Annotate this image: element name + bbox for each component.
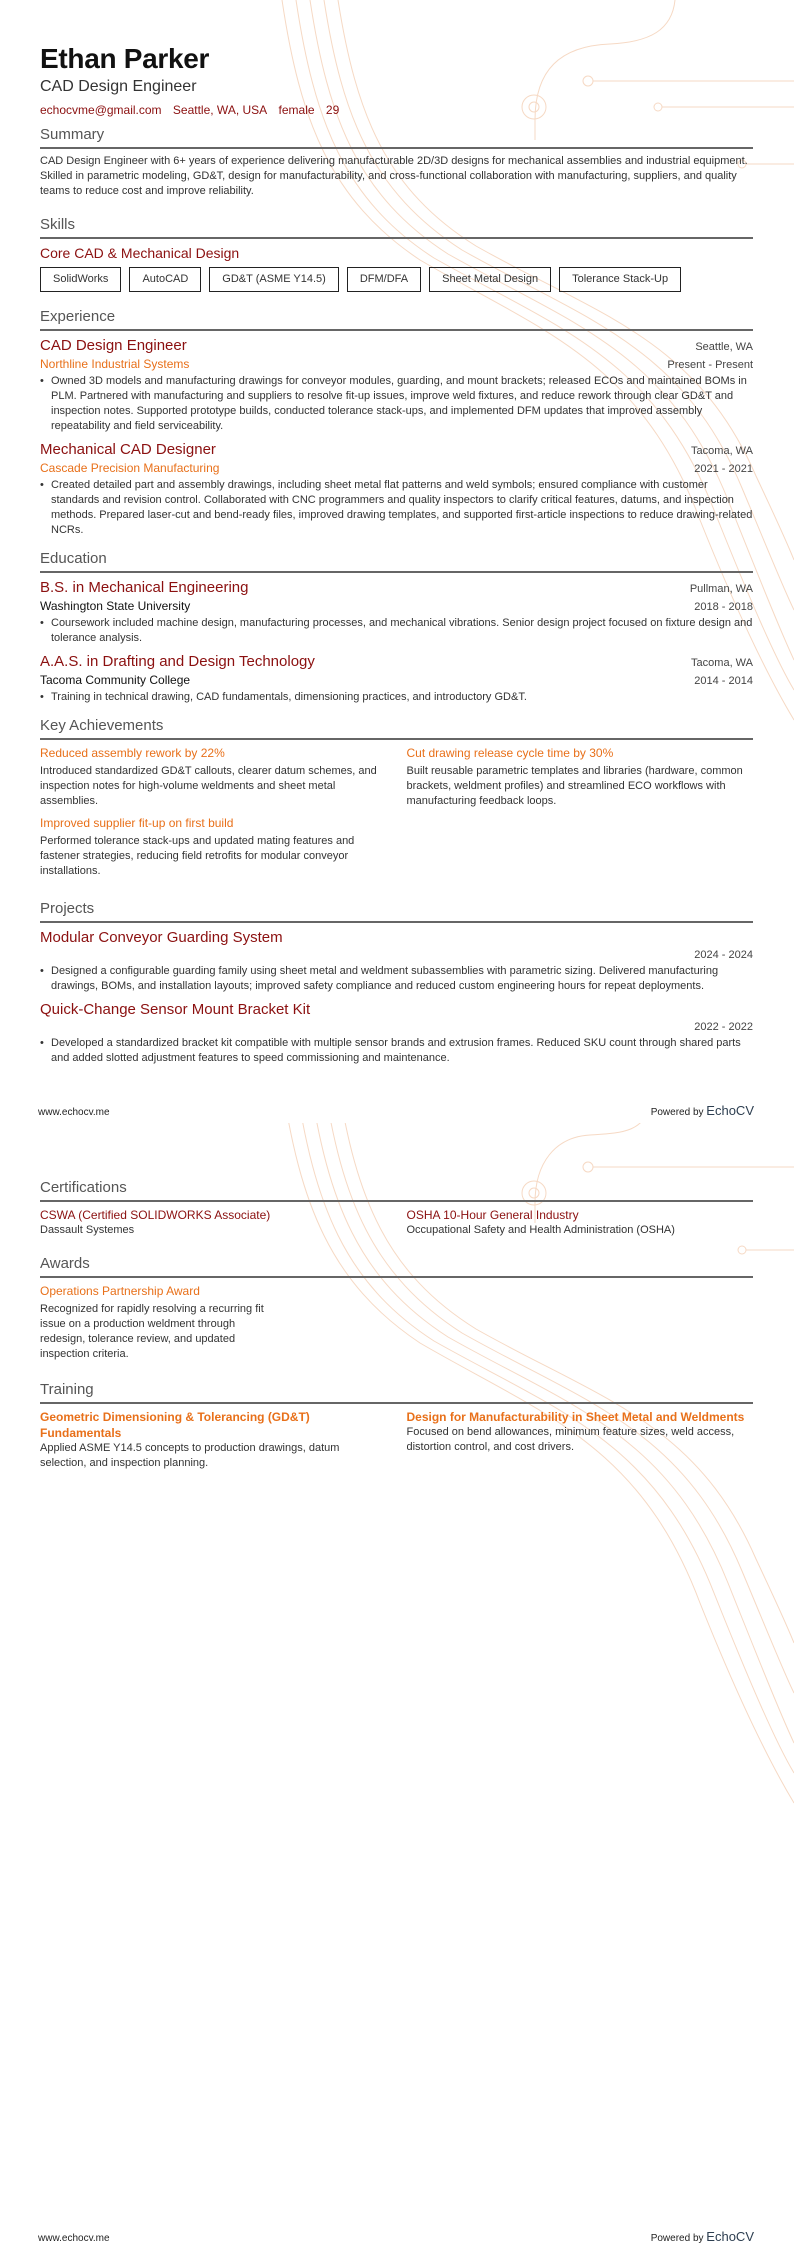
project-entry: [40, 928, 753, 994]
certification-name: OSHA 10-Hour General Industry: [406, 1208, 579, 1222]
degree: B.S. in Mechanical Engineering: [40, 579, 249, 596]
certification-issuer: Occupational Safety and Health Administration (OSHA): [406, 1224, 675, 1236]
section-divider: [40, 738, 753, 740]
school-location: Pullman, WA: [689, 583, 753, 595]
achievement-item: [40, 745, 387, 809]
education-entry: [40, 578, 753, 646]
project-bullet: • Developed a standardized bracket kit compatible with multiple sensor brands and extrusion frames. Reduced SKU count through shared parts and added slotted adjustment features to speed commissioning and maintenance.: [40, 1036, 753, 1066]
certification-item: [40, 1207, 387, 1238]
award-text: Recognized for rapidly resolving a recurring fit issue on a production weldment through redesign, tolerance review, and updated inspection criteria.: [40, 1303, 264, 1360]
project-bullet: • Designed a configurable guarding family using sheet metal and weldment subassemblies with parametric sizing. Delivered manufacturing drawings, BOMs, and installation layouts; improved safety compliance and reduced custom engineering hours for repeat deployments.: [40, 964, 753, 994]
education-dates: 2018 - 2018: [694, 601, 753, 613]
section-heading: Skills: [40, 216, 76, 233]
skill-tag: AutoCAD: [129, 267, 201, 292]
education-section: [40, 550, 753, 711]
experience-entry: [40, 336, 753, 434]
section-divider: [40, 571, 753, 573]
training-text: Focused on bend allowances, minimum feature sizes, weld access, distortion control, and cost drivers.: [406, 1426, 735, 1453]
education-bullet: • Coursework included machine design, manufacturing processes, and mechanical vibrations. Senior design project focused on fixture design and tolerance analysis.: [40, 616, 753, 646]
candidate-title: CAD Design Engineer: [40, 78, 197, 95]
achievement-text: Introduced standardized GD&T callouts, clearer datum schemes, and inspection notes for high-volume weldments and sheet metal assemblies.: [40, 765, 377, 807]
experience-section: [40, 308, 753, 544]
job-title: Mechanical CAD Designer: [40, 441, 216, 458]
training-title: Design for Manufacturability in Sheet Metal and Weldments: [406, 1410, 745, 1424]
skill-group-title: Core CAD & Mechanical Design: [40, 245, 240, 261]
school-name: Washington State University: [40, 599, 191, 613]
achievements-section: [40, 717, 753, 885]
training-text: Applied ASME Y14.5 concepts to production drawings, datum selection, and inspection planning.: [40, 1442, 340, 1469]
section-heading: Certifications: [40, 1179, 127, 1196]
education-dates: 2014 - 2014: [694, 675, 753, 687]
education-entry: [40, 652, 753, 705]
section-heading: Training: [40, 1381, 94, 1398]
section-divider: [40, 147, 753, 149]
section-divider: [40, 921, 753, 923]
school-location: Tacoma, WA: [691, 657, 753, 669]
award-title: Operations Partnership Award: [40, 1284, 200, 1298]
footer-powered-label: Powered by: [650, 1107, 704, 1118]
skill-tag: GD&T (ASME Y14.5): [209, 267, 339, 292]
achievement-text: Performed tolerance stack-ups and updated mating features and fastener strategies, reducing field retrofits for modular conveyor installations.: [40, 835, 355, 877]
section-heading: Education: [40, 550, 107, 567]
section-heading: Summary: [40, 126, 105, 143]
skill-tag: Sheet Metal Design: [429, 267, 551, 292]
degree: A.A.S. in Drafting and Design Technology: [40, 653, 315, 670]
training-title: Geometric Dimensioning & Tolerancing (GD&T) Fundamentals: [40, 1410, 310, 1440]
section-divider: [40, 329, 753, 331]
footer-powered-label: Powered by: [650, 2233, 704, 2244]
footer-site-link[interactable]: www.echocv.me: [38, 2233, 110, 2244]
section-divider: [40, 1402, 753, 1404]
school-name: Tacoma Community College: [40, 673, 191, 687]
skill-tags: [40, 267, 753, 292]
project-title: Quick-Change Sensor Mount Bracket Kit: [40, 1001, 311, 1018]
section-divider: [40, 1276, 753, 1278]
skill-tag: SolidWorks: [40, 267, 121, 292]
page-footer: [38, 2229, 754, 2244]
job-bullet: • Created detailed part and assembly drawings, including sheet metal flat patterns and weld symbols; ensured compliance with customer standards and revision control. Collaborated with CNC programmers and quality inspectors to clarify critical features, datums, and inspection methods. Prepared laser-cut and bend-ready files, improved drawing templates, and supported first-article inspections to reduce drawing-related NCRs.: [40, 478, 753, 538]
project-dates: 2024 - 2024: [694, 949, 753, 961]
section-divider: [40, 1200, 753, 1202]
certification-item: [407, 1207, 754, 1238]
contact-gender: female: [278, 103, 315, 117]
skill-tag: Tolerance Stack-Up: [559, 267, 681, 292]
training-item: [40, 1409, 387, 1471]
section-heading: Key Achievements: [40, 717, 164, 734]
contact-line: [40, 102, 753, 118]
education-bullet: • Training in technical drawing, CAD fundamentals, dimensioning practices, and introductory GD&T.: [40, 690, 753, 705]
job-bullet: • Owned 3D models and manufacturing drawings for conveyor modules, guarding, and mount brackets; released ECOs and maintained BOMs in PLM. Partnered with manufacturing and suppliers to resolve fit-up issues, improve weld fixtures, and reduce rework through clear GD&T and inspection notes. Supported prototype builds, conducted tolerance stack-ups, and implemented DFM updates that improved assembly repeatability and field serviceability.: [40, 374, 753, 434]
skills-section: [40, 216, 753, 292]
company-name: Cascade Precision Manufacturing: [40, 461, 220, 475]
resume-page-2: [0, 1123, 794, 2246]
contact-email[interactable]: echocvme@gmail.com: [40, 103, 162, 117]
achievement-title: Improved supplier fit-up on first build: [40, 816, 234, 830]
achievement-text: Built reusable parametric templates and libraries (hardware, common brackets, weldment profiles) and streamlined ECO workflows with manufacturing feedback loops.: [406, 765, 743, 807]
project-entry: [40, 1000, 753, 1066]
page-footer: [38, 1103, 754, 1118]
job-location: Seattle, WA: [695, 341, 753, 353]
experience-entry: [40, 440, 753, 538]
contact-location: Seattle, WA, USA: [172, 103, 268, 117]
section-heading: Projects: [40, 900, 95, 917]
job-location: Tacoma, WA: [691, 445, 753, 457]
summary-text: CAD Design Engineer with 6+ years of experience delivering manufacturable 2D/3D designs for mechanical assemblies and industrial equipment. Skilled in parametric modeling, GD&T, design for manufacturability, and cross-functional collaboration with manufacturing, suppliers, and quality teams to reduce cost and improve reliability.: [40, 155, 748, 197]
section-heading: Experience: [40, 308, 116, 325]
resume-header: [40, 43, 753, 118]
achievement-item: [407, 745, 754, 809]
training-section: [40, 1381, 753, 1471]
achievement-title: Cut drawing release cycle time by 30%: [406, 746, 614, 760]
job-title: CAD Design Engineer: [40, 337, 187, 354]
job-dates: 2021 - 2021: [694, 463, 753, 475]
certification-name: CSWA (Certified SOLIDWORKS Associate): [40, 1208, 271, 1222]
footer-brand[interactable]: EchoCV: [706, 2229, 754, 2244]
job-dates: Present - Present: [667, 359, 753, 371]
project-dates: 2022 - 2022: [694, 1021, 753, 1033]
training-item: [407, 1409, 754, 1471]
section-heading: Awards: [40, 1255, 90, 1272]
footer-site-link[interactable]: www.echocv.me: [38, 1107, 110, 1118]
projects-section: [40, 900, 753, 1072]
certification-issuer: Dassault Systemes: [40, 1224, 135, 1236]
award-item: [40, 1283, 280, 1362]
certifications-section: [40, 1179, 753, 1238]
company-name: Northline Industrial Systems: [40, 357, 190, 371]
footer-brand[interactable]: EchoCV: [706, 1103, 754, 1118]
section-divider: [40, 237, 753, 239]
awards-section: [40, 1255, 753, 1362]
achievement-title: Reduced assembly rework by 22%: [40, 746, 225, 760]
skill-tag: DFM/DFA: [347, 267, 421, 292]
contact-age: 29: [325, 103, 340, 117]
project-title: Modular Conveyor Guarding System: [40, 929, 283, 946]
achievement-item: [40, 815, 387, 879]
candidate-name: Ethan Parker: [40, 43, 210, 74]
summary-section: [40, 126, 753, 199]
